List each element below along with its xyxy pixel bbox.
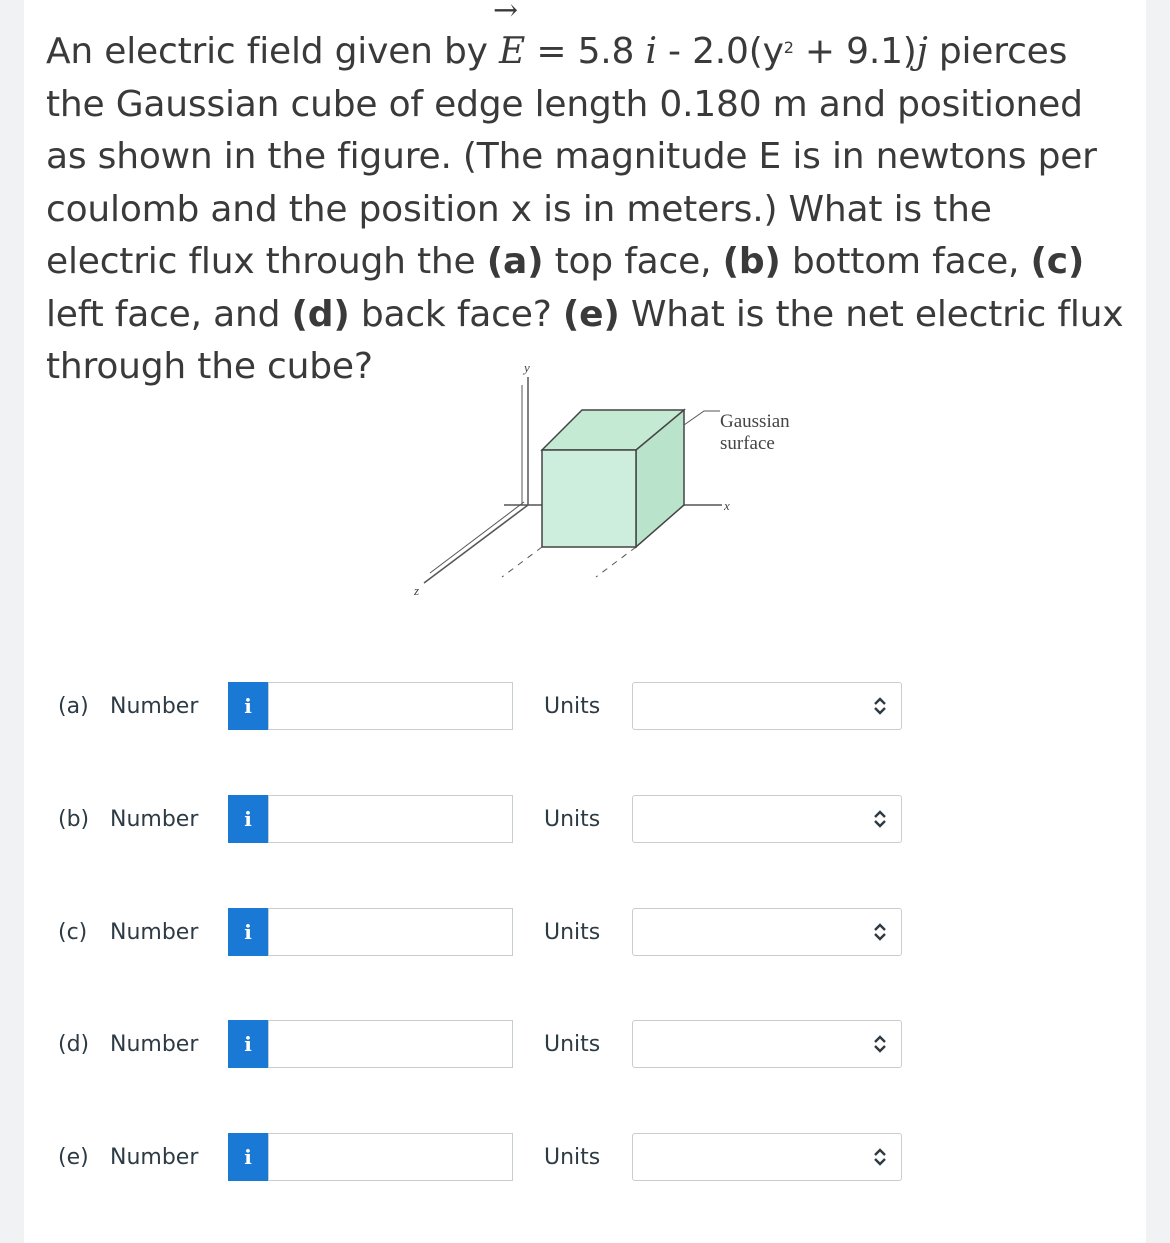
surface-label: surface — [720, 433, 775, 454]
row-tag: (d) — [58, 1032, 90, 1057]
vector-arrow: → — [493, 0, 518, 28]
answer-row-a — [58, 682, 928, 732]
field-expr-3: + 9.1) — [793, 31, 917, 72]
number-label: Number — [110, 1145, 199, 1170]
number-input-a[interactable] — [268, 682, 513, 730]
chevron-up-down-icon — [873, 1033, 887, 1055]
row-tag: (a) — [58, 694, 89, 719]
info-button[interactable]: i — [228, 795, 268, 843]
units-select-e[interactable] — [632, 1133, 902, 1181]
z-axis — [424, 505, 528, 583]
info-button[interactable]: i — [228, 1020, 268, 1068]
answer-row-e — [58, 1133, 928, 1183]
part-d-text: back face? — [349, 293, 563, 335]
units-select-d[interactable] — [632, 1020, 902, 1068]
answer-row-b — [58, 795, 928, 845]
chevron-up-down-icon — [873, 921, 887, 943]
number-label: Number — [110, 807, 199, 832]
units-select-a[interactable] — [632, 682, 902, 730]
z-axis-shadow — [430, 502, 524, 573]
part-b-tag: (b) — [722, 241, 781, 282]
units-label: Units — [544, 1032, 601, 1057]
figure-svg — [374, 355, 834, 615]
y-axis-label: y — [524, 360, 530, 375]
unit-vector-j: j — [916, 31, 928, 72]
chevron-up-down-icon — [873, 808, 887, 830]
x-axis-label: x — [724, 498, 730, 513]
info-button[interactable]: i — [228, 682, 268, 730]
part-c-tag: (c) — [1030, 241, 1085, 282]
field-expr-1: = 5.8 — [525, 31, 646, 72]
chevron-up-down-icon — [873, 695, 887, 717]
chevron-up-down-icon — [873, 1146, 887, 1168]
vector-e — [493, 0, 526, 79]
number-label: Number — [110, 920, 199, 945]
vector-symbol: E — [499, 31, 526, 72]
units-select-b[interactable] — [632, 795, 902, 843]
units-label: Units — [544, 920, 601, 945]
question-card — [24, 0, 1146, 1243]
exponent: 2 — [783, 38, 794, 57]
part-e-text: What is the net electric flux through the cube? — [46, 293, 1124, 387]
cube-front-face — [542, 450, 636, 547]
answer-row-d — [58, 1020, 928, 1070]
number-input-e[interactable] — [268, 1133, 513, 1181]
row-tag: (c) — [58, 920, 88, 945]
question-text — [46, 0, 1126, 394]
row-tag: (e) — [58, 1145, 89, 1170]
projection-left — [502, 547, 542, 577]
part-a-tag: (a) — [486, 241, 544, 282]
unit-vector-i: i — [645, 31, 657, 72]
number-input-b[interactable] — [268, 795, 513, 843]
part-d-tag: (d) — [291, 293, 350, 335]
info-button[interactable]: i — [228, 1133, 268, 1181]
units-label: Units — [544, 1145, 601, 1170]
number-label: Number — [110, 694, 199, 719]
units-select-c[interactable] — [632, 908, 902, 956]
info-button[interactable]: i — [228, 908, 268, 956]
gaussian-label: Gaussian — [720, 411, 790, 432]
part-e-tag: (e) — [562, 293, 620, 335]
number-label: Number — [110, 1032, 199, 1057]
z-axis-label: z — [414, 583, 420, 598]
answer-row-c — [58, 908, 928, 958]
number-input-c[interactable] — [268, 908, 513, 956]
part-c-text: left face, and — [46, 293, 292, 335]
number-input-d[interactable] — [268, 1020, 513, 1068]
question-intro: An electric field given by — [46, 31, 500, 72]
gaussian-cube-figure — [374, 355, 834, 615]
projection-right — [596, 547, 636, 577]
field-expr-2: - 2.0(y — [656, 31, 784, 72]
units-label: Units — [544, 807, 601, 832]
part-a-text: top face, — [543, 241, 723, 282]
units-label: Units — [544, 694, 601, 719]
question-body: pierces the Gaussian cube of edge length 0.180 m and positioned as shown in the figure. (The magnitude E is in newtons per coulomb and the position x is in meters.) What is the electric flux through the — [46, 31, 1097, 282]
label-leader — [684, 411, 720, 425]
part-b-text: bottom face, — [780, 241, 1031, 282]
row-tag: (b) — [58, 807, 90, 832]
